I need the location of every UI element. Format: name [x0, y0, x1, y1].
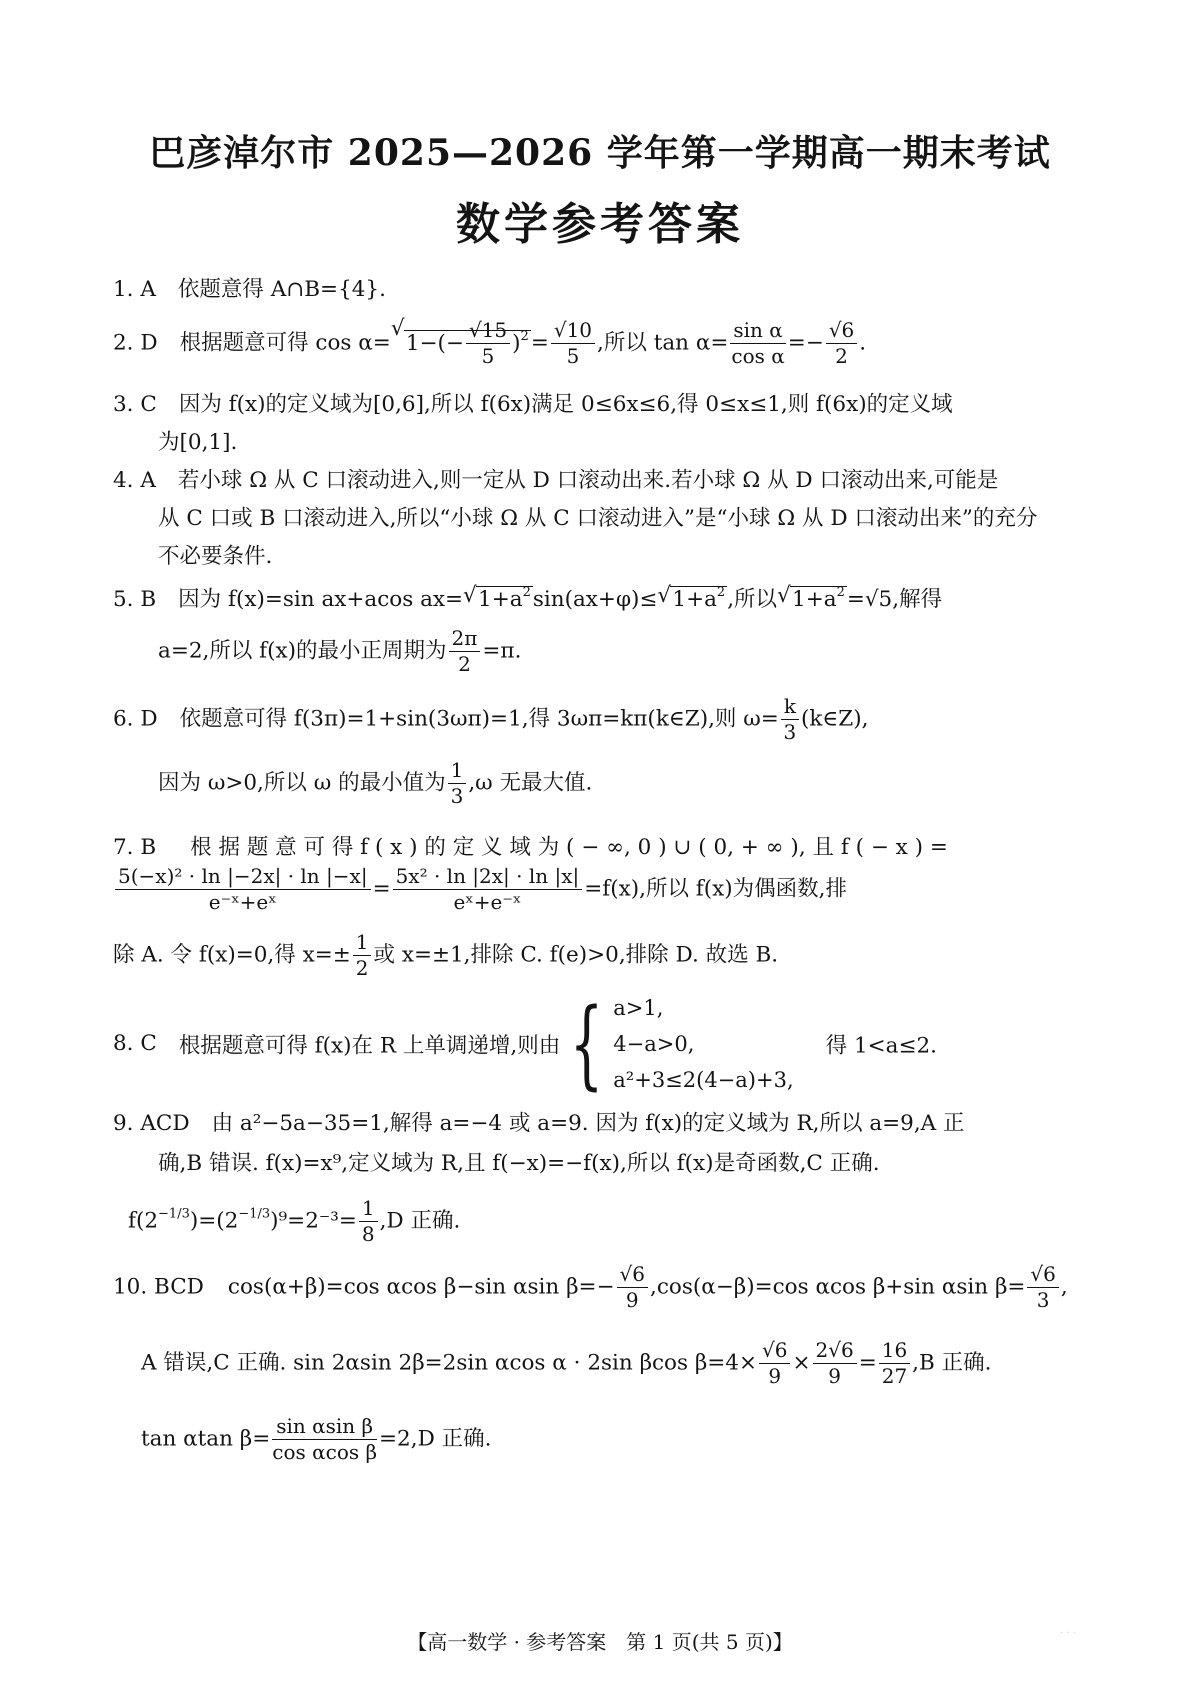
math-text: f(2 [128, 1208, 159, 1234]
item-number: 4. A [113, 468, 156, 493]
numerator: 5x² · ln |2x| · ln |x| [393, 864, 583, 890]
fraction [359, 1196, 378, 1247]
fraction [813, 1338, 857, 1389]
numerator: sin α [730, 318, 785, 344]
exponent: 2 [520, 328, 529, 344]
fraction [393, 864, 583, 915]
math-text: , [1060, 1274, 1068, 1300]
item-number: 5. B [113, 587, 157, 612]
numerator: 16 [879, 1338, 910, 1364]
math-text: sin(ax+φ)≤ [532, 587, 658, 612]
item-text: ,所以 [727, 587, 778, 612]
item-text: ,ω 无最大值. [468, 770, 593, 796]
fraction [781, 694, 799, 745]
item-text: 为[0,1]. [158, 430, 238, 455]
fraction [759, 1338, 790, 1389]
item-text: 依题意得 A∩B={4}. [177, 277, 386, 302]
page-footer: 【高一数学 · 参考答案 第 1 页(共 5 页)】 [407, 1630, 793, 1654]
brace-symbol: { [569, 988, 604, 1100]
math-text: 1−(− [405, 330, 464, 356]
numerator: √15 [466, 318, 510, 344]
item-text: =√5,解得 [846, 587, 943, 612]
item-text: 根 据 题 意 可 得 f ( x ) 的 定 义 域 为 ( − ∞, 0 ) ∪ ( 0, + ∞ ), 且 f ( − x ) = [190, 835, 948, 860]
numerator: 2π [449, 626, 481, 652]
exponent: 2 [716, 585, 726, 600]
fraction [115, 864, 371, 915]
math-text: (k∈Z), [800, 706, 869, 732]
denominator: cos αcos β [272, 1440, 378, 1464]
item-text: A 错误,C 正确. sin 2αsin 2β=2sin αcos α · 2sin βcos β=4× [141, 1350, 758, 1376]
item-text: 根据题意可得 cos α= [179, 330, 391, 356]
denominator: eˣ+e⁻ˣ [453, 890, 522, 914]
item-number: 6. D [113, 706, 158, 732]
fraction [272, 1414, 377, 1465]
item-text: a=2,所以 f(x)的最小正周期为 [158, 638, 447, 664]
denominator: 5 [481, 344, 495, 368]
answer-title: 数学参考答案 [456, 199, 744, 250]
item-text: cos(α+β)=cos αcos β−sin αsin β=− [227, 1274, 615, 1300]
math-text: 1+a [672, 587, 717, 612]
fraction [879, 1338, 910, 1389]
item-text: 因为 f(x)的定义域为[0,6],所以 f(6x)满足 0≤6x≤6,得 0≤x≤1,则 f(6x)的定义域 [178, 392, 953, 417]
math-text: )⁹=2⁻³= [270, 1208, 357, 1234]
denominator: cos α [731, 344, 785, 368]
math-text: tan αtan β= [141, 1426, 271, 1452]
fraction [449, 626, 481, 677]
exponent: −1/3 [238, 1206, 271, 1222]
item-text: 由 a²−5a−35=1,解得 a=−4 或 a=9. 因为 f(x)的定义域为 R,所以 a=9,A 正 [211, 1111, 965, 1136]
item-text: 若小球 Ω 从 C 口滚动进入,则一定从 D 口滚动出来.若小球 Ω 从 D 口滚动出来,可能是 [177, 468, 999, 493]
item-text: =f(x),所以 f(x)为偶函数,排 [584, 876, 847, 902]
numerator: 1 [448, 758, 467, 784]
denominator: 5 [566, 344, 580, 368]
denominator: 9 [768, 1364, 782, 1388]
item-number: 2. D [113, 330, 158, 356]
math-text: ) [512, 330, 521, 356]
item-text: ,cos(α−β)=cos αcos β+sin αsin β= [650, 1274, 1026, 1300]
item-text: 依题意可得 f(3π)=1+sin(3ωπ)=1,得 3ωπ=kπ(k∈Z),则 ω= [179, 706, 779, 732]
numerator: √6 [759, 1338, 790, 1364]
numerator: k [781, 694, 799, 720]
inequality-line: a²+3≤2(4−a)+3, [613, 1068, 794, 1092]
fraction [826, 318, 857, 369]
item-text: 得 1<a≤2. [825, 1033, 938, 1059]
math-text: = [530, 330, 549, 356]
denominator: 8 [361, 1222, 375, 1246]
inequality-line: 4−a>0, [613, 1032, 695, 1056]
fraction [617, 1262, 648, 1313]
item-number: 3. C [113, 392, 157, 417]
denominator: 3 [1036, 1288, 1050, 1312]
numerator: √6 [617, 1262, 648, 1288]
fraction [730, 318, 785, 369]
sqrt-expression [657, 585, 727, 612]
denominator: 9 [828, 1364, 841, 1388]
item-text: =2,D 正确. [379, 1426, 492, 1452]
exponent: −1/3 [158, 1206, 190, 1222]
item-text: 除 A. 令 f(x)=0,得 x=± [113, 942, 351, 968]
item-text: 从 C 口或 B 口滚动进入,所以“小球 Ω 从 C 口滚动进入”是“小球 Ω 从 D 口滚动出来”的充分 [158, 506, 1038, 531]
numerator: sin αsin β [272, 1414, 377, 1440]
item-number: 1. A [113, 277, 156, 302]
exponent: 2 [836, 585, 845, 600]
denominator: 9 [625, 1288, 639, 1312]
item-text: ,所以 tan α= [597, 330, 729, 356]
math-text: = [372, 876, 391, 902]
denominator: 2 [355, 956, 369, 980]
item-text: ,B 正确. [912, 1350, 992, 1376]
item-text: 根据题意可得 f(x)在 R 上单调递增,则由 [178, 1033, 561, 1059]
item-number: 8. C [113, 1031, 157, 1056]
math-text: 1+a [792, 587, 837, 612]
math-text: )=(2 [189, 1208, 239, 1234]
numerator: √6 [826, 318, 857, 344]
denominator: 27 [881, 1364, 908, 1388]
numerator: 2√6 [813, 1338, 857, 1364]
denominator: 2 [458, 652, 471, 676]
math-text: =π. [482, 638, 522, 664]
item-text: 确,B 错误. f(x)=x⁹,定义域为 R,且 f(−x)=−f(x),所以 f(x)是奇函数,C 正确. [158, 1151, 880, 1176]
fraction [1027, 1262, 1058, 1313]
item-text: 不必要条件. [158, 544, 273, 569]
math-text: . [859, 330, 867, 356]
sqrt-expression [391, 318, 531, 369]
scan-speck: · · · [1060, 1628, 1076, 1639]
denominator: 3 [450, 784, 464, 808]
fraction [466, 318, 510, 369]
fraction [353, 930, 372, 981]
math-text: 1+a [478, 587, 523, 612]
math-text: =− [787, 330, 824, 356]
denominator: 3 [783, 720, 797, 744]
numerator: √10 [551, 318, 595, 344]
item-text: 或 x=±1,排除 C. f(e)>0,排除 D. 故选 B. [373, 942, 779, 968]
numerator: √6 [1027, 1262, 1058, 1288]
item-number: 7. B [113, 835, 157, 860]
math-text: × [792, 1350, 811, 1376]
item-text: 因为 f(x)=sin ax+acos ax= [178, 587, 464, 612]
item-number: 10. BCD [113, 1274, 204, 1300]
numerator: 1 [353, 930, 372, 956]
fraction [448, 758, 467, 809]
item-text: ,D 正确. [379, 1208, 461, 1234]
sqrt-expression [777, 585, 847, 612]
exponent: 2 [522, 585, 531, 600]
item-text: 因为 ω>0,所以 ω 的最小值为 [158, 770, 446, 796]
numerator: 1 [359, 1196, 378, 1222]
inequality-line: a>1, [613, 996, 664, 1020]
math-text: = [858, 1350, 877, 1376]
inequality-system [613, 990, 793, 1098]
exam-title: 巴彦淖尔市 2025—2026 学年第一学期高一期末考试 [149, 132, 1051, 174]
fraction [551, 318, 595, 369]
denominator: e⁻ˣ+eˣ [208, 890, 277, 914]
item-number: 9. ACD [113, 1111, 190, 1136]
sqrt-expression [463, 585, 533, 612]
denominator: 2 [835, 344, 848, 368]
numerator: 5(−x)² · ln |−2x| · ln |−x| [115, 864, 371, 890]
